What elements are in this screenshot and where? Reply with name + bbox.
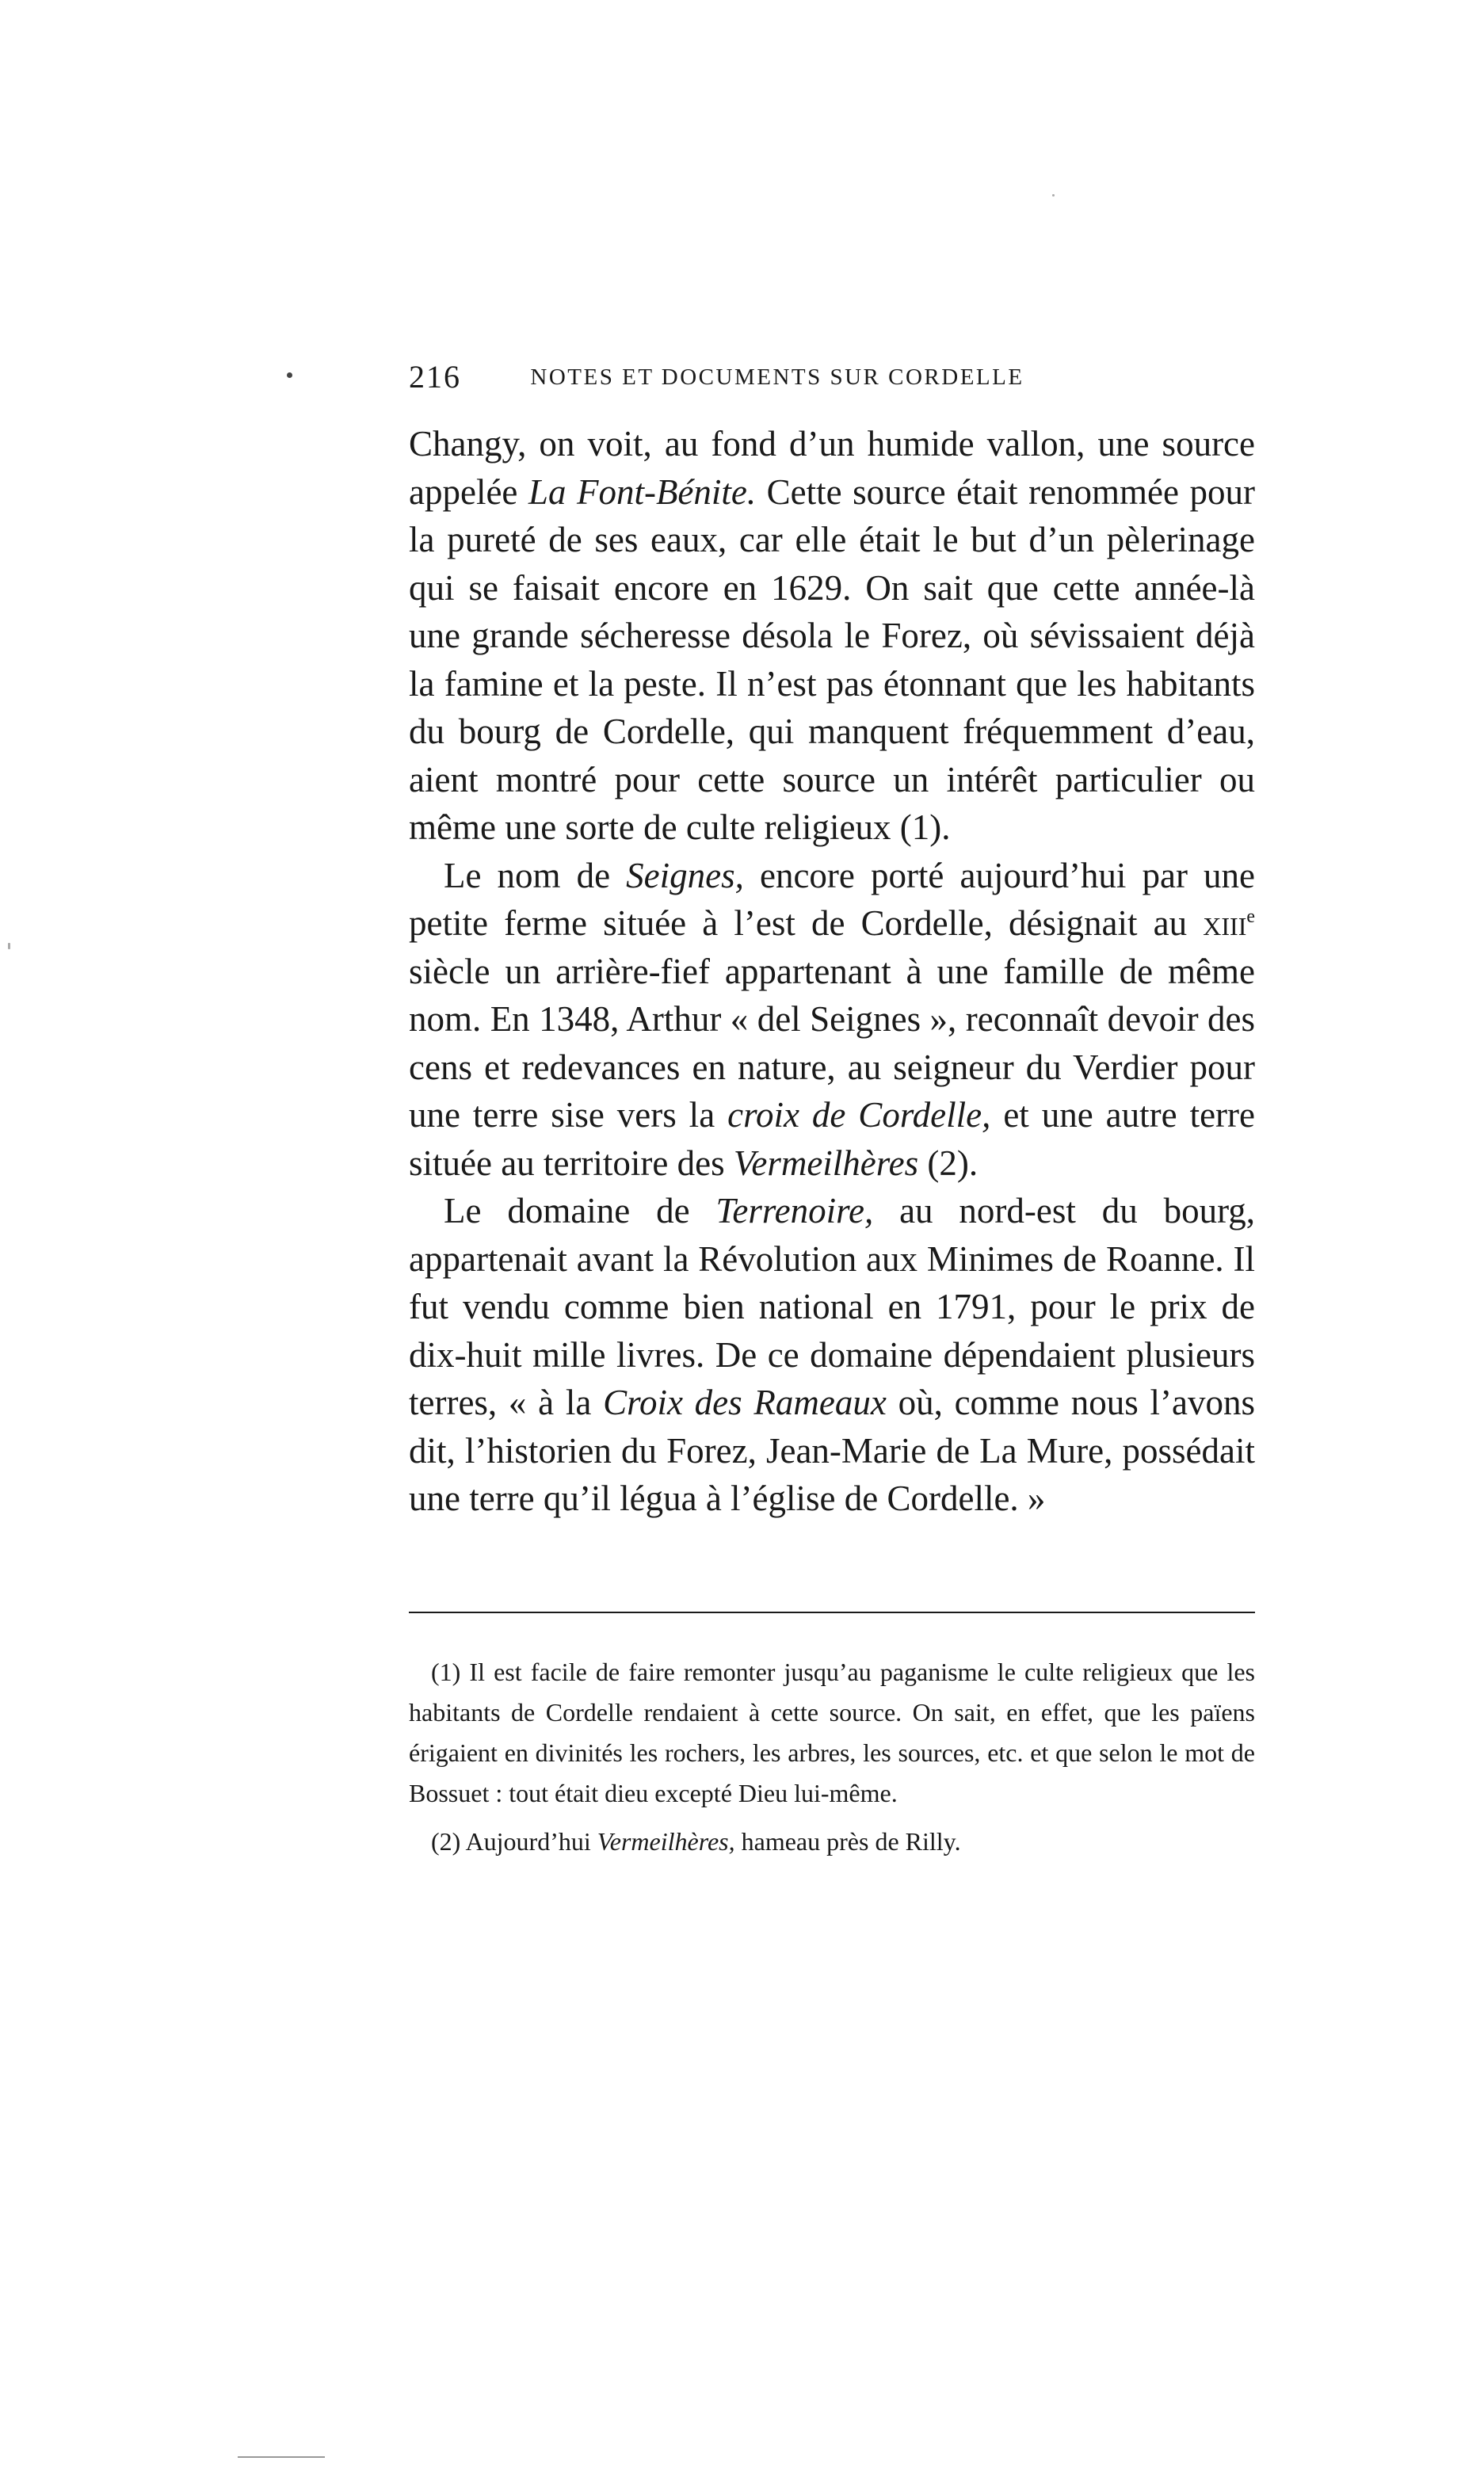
- page-number: 216: [409, 359, 461, 395]
- margin-speck: [287, 372, 292, 378]
- bottom-margin-rule: [238, 2456, 325, 2458]
- footnote-separator: [409, 1612, 1255, 1613]
- footnotes: [409, 1652, 1255, 1870]
- footnote-2: (2) Aujourd’hui Vermeilhères, hameau près de Rilly.: [431, 1827, 961, 1856]
- running-head: [409, 358, 1098, 406]
- margin-speck: [8, 943, 10, 949]
- footnote-1: (1) Il est facile de faire remonter jusqu’au paganisme le culte religieux que les habitants de Cordelle rendaient à cette source. On sait, en effet, que les païens érigaient en divinités les rochers, les arbres, les sources, etc. et que selon le mot de Bossuet : tout était dieu excepté Dieu lui-même.: [409, 1658, 1255, 1807]
- paragraph-1: Changy, on voit, au fond d’un humide vallon, une source appelée La Font-Bénite. Cette source était renommée pour la pureté de ses eaux, car elle était le but d’un pèlerinage qui se faisait encore en 1629. On sait que cette année-là une grande sécheresse désola le Forez, où sévissaient déjà la famine et la peste. Il n’est pas étonnant que les habitants du bourg de Cordelle, qui manquent fréquemment d’eau, aient montré pour cette source un intérêt particulier ou même une sorte de culte religieux (1).: [409, 424, 1255, 847]
- running-title: NOTES ET DOCUMENTS SUR CORDELLE: [530, 364, 1024, 390]
- margin-speck: [1052, 194, 1055, 197]
- paragraph-3: Le domaine de Terrenoire, au nord-est du bourg, appartenait avant la Révolution aux Minimes de Roanne. Il fut vendu comme bien national en 1791, pour le prix de dix-huit mille livres. De ce domaine dépendaient plusieurs terres, « à la Croix des Rameaux où, comme nous l’avons dit, l’historien du Forez, Jean-Marie de La Mure, possédait une terre qu’il légua à l’église de Cordelle. »: [409, 1191, 1255, 1518]
- body-text: [409, 420, 1255, 1523]
- paragraph-2: Le nom de Seignes, encore porté aujourd’hui par une petite ferme située à l’est de Cordelle, désignait au xiii$^e$ siècle un arrière-fief appartenant à une famille de même nom. En 1348, Arthur « del Seignes », reconnaît devoir des cens et redevances en nature, au seigneur du Verdier pour une terre sise vers la croix de Cordelle, et une autre terre située au territoire des Vermeilhères (2).: [409, 855, 1256, 1183]
